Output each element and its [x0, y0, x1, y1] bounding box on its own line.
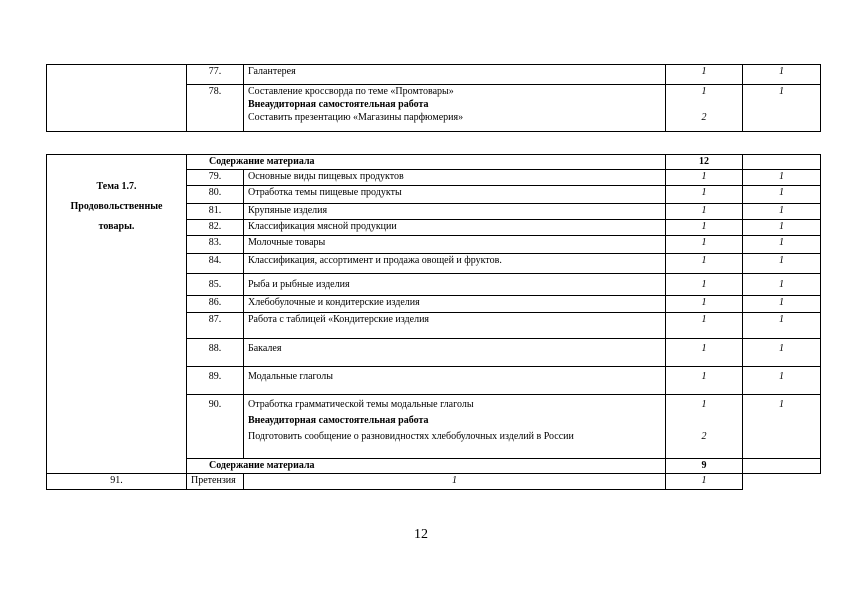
table-row: 81. Крупяные изделия 1 1 — [47, 204, 821, 220]
section-content-label: Содержание материала — [187, 459, 666, 474]
table-row: 84. Классификация, ассортимент и продажа овощей и фруктов. 1 1 — [47, 254, 821, 274]
section-content-label: Содержание материала — [187, 155, 666, 170]
table-row: 89. Модальные глаголы 1 1 — [47, 367, 821, 395]
hours-level: 1 — [743, 65, 821, 85]
page-number: 12 — [414, 527, 428, 542]
table-row: 90. Отработка грамматической темы модальные глаголы Внеаудиторная самостоятельная работа Подготовить сообщение о разновидностях хлебобулочных изделий в России 1 2 1 — [47, 395, 821, 459]
topic-cell: Тема 1.7. Продовольственные товары. — [47, 155, 187, 474]
lesson-number: 77. — [187, 65, 244, 85]
lesson-number: 78. — [187, 85, 244, 132]
hours-total: 1 2 — [666, 85, 743, 132]
hours-level: 1 — [743, 85, 821, 132]
section-header-row — [47, 155, 821, 170]
topic-cell-empty — [47, 65, 187, 132]
table-row: 79. Основные виды пищевых продуктов 1 1 — [47, 170, 821, 186]
hours-total: 1 — [666, 65, 743, 85]
table-row: 82. Классификация мясной продукции 1 1 — [47, 220, 821, 236]
section-hours: 12 — [666, 155, 743, 170]
table-row: 86. Хлебобулочные и кондитерские изделия 1 1 — [47, 296, 821, 313]
independent-work-label: Внеаудиторная самостоятельная работа — [248, 415, 429, 426]
table-row — [47, 65, 821, 85]
lesson-title: Составление кроссворда по теме «Промтовары» Внеаудиторная самостоятельная работа Составить презентацию «Магазины парфюмерия» — [244, 85, 666, 132]
table-row: 83. Молочные товары 1 1 — [47, 236, 821, 254]
section-hours: 9 — [666, 459, 743, 474]
table-row: 91. Претензия 1 1 — [47, 474, 821, 490]
table-row: 87. Работа с таблицей «Кондитерские изделия 1 1 — [47, 313, 821, 339]
table-row: 80. Отработка темы пищевые продукты 1 1 — [47, 186, 821, 204]
table-row: 88. Бакалея 1 1 — [47, 339, 821, 367]
lesson-title: Галантерея — [244, 65, 666, 85]
independent-work-label: Внеаудиторная самостоятельная работа — [248, 99, 429, 110]
table-row: 85. Рыба и рыбные изделия 1 1 — [47, 274, 821, 296]
schedule-table-main — [46, 154, 821, 490]
schedule-table-top — [46, 64, 821, 132]
